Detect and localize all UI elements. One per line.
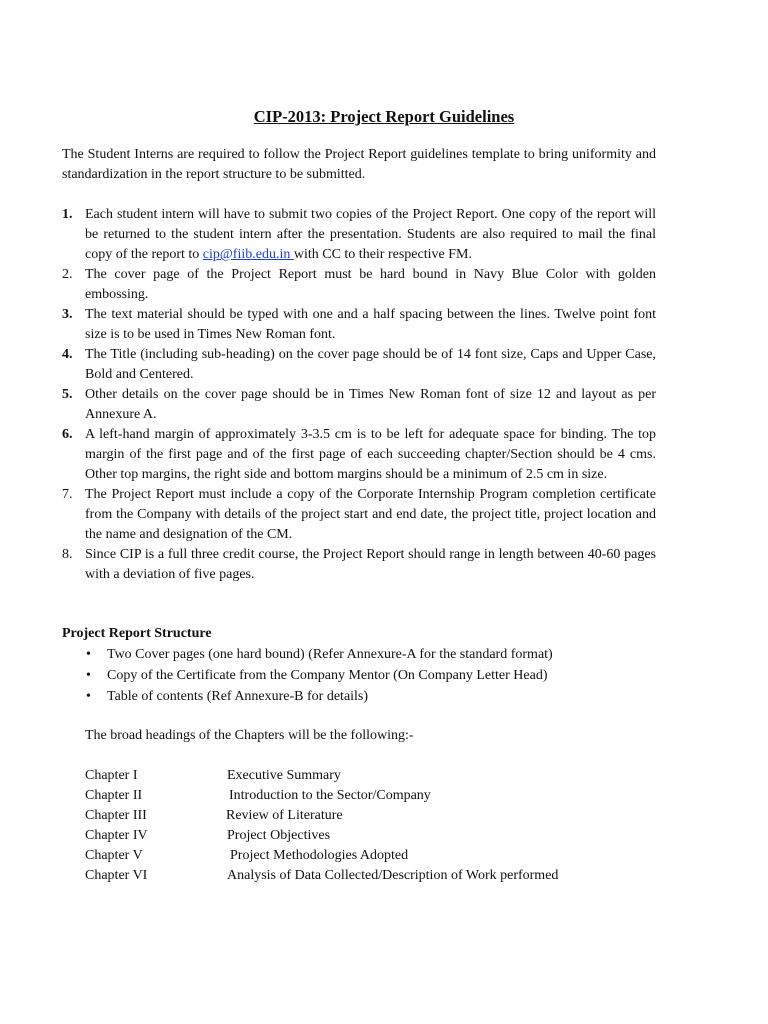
chapter-title: Project Methodologies Adopted: [230, 848, 409, 863]
guideline-text: The Title (including sub-heading) on the cover page should be of 14 font size, Caps and Upper Case, Bold and Centered.: [85, 347, 656, 382]
chapter-row: [85, 866, 645, 886]
page-title: CIP-2013: Project Report Guidelines: [253, 107, 515, 126]
guideline-text: Each student intern will have to submit two copies of the Project Report. One copy of the report will be returned to the student intern after the presentation. Students are also required to mail the final copy of the report to: [85, 207, 656, 262]
chapter-title: Executive Summary: [227, 768, 341, 783]
structure-item-text: Two Cover pages (one hard bound) (Refer Annexure-A for the standard format): [107, 647, 553, 662]
chapter-label: Chapter VI: [85, 868, 148, 883]
bullet-icon: •: [86, 668, 91, 683]
guideline-item: [62, 545, 656, 585]
guideline-number: 8.: [62, 547, 73, 562]
chapter-row: [85, 766, 645, 786]
guideline-text: Other details on the cover page should be in Times New Roman font of size 12 and layout as per Annexure A.: [85, 387, 656, 422]
email-link[interactable]: cip@fiib.edu.in: [202, 247, 294, 262]
guideline-item: [62, 345, 656, 385]
guideline-item: [62, 205, 656, 265]
intro-paragraph: The Student Interns are required to follow the Project Report guidelines template to bring uniformity and standardization in the report structure to be submitted.: [62, 147, 656, 182]
guideline-item: [62, 425, 656, 485]
chapter-row: [85, 826, 645, 846]
chapter-row: [85, 846, 645, 866]
guideline-number: 4.: [62, 347, 73, 362]
structure-list: [62, 644, 656, 707]
chapter-title: Review of Literature: [226, 808, 343, 823]
bullet-icon: •: [86, 689, 91, 704]
chapter-row: [85, 806, 645, 826]
guidelines-list: [62, 205, 656, 585]
structure-item-text: Table of contents (Ref Annexure-B for details): [107, 689, 369, 704]
chapter-label: Chapter V: [85, 848, 143, 863]
guideline-number: 6.: [62, 427, 73, 442]
guideline-number: 2.: [62, 267, 73, 282]
guideline-text: The cover page of the Project Report must be hard bound in Navy Blue Color with golden embossing.: [85, 267, 656, 302]
guideline-text: Since CIP is a full three credit course, the Project Report should range in length between 40-60 pages with a deviation of five pages.: [85, 547, 656, 582]
bullet-icon: •: [86, 647, 91, 662]
chapter-title: Analysis of Data Collected/Description of Work performed: [227, 868, 559, 883]
chapter-title: Introduction to the Sector/Company: [229, 788, 431, 803]
chapter-label: Chapter IV: [85, 828, 148, 843]
guideline-item: [62, 305, 656, 345]
chapter-label: Chapter I: [85, 768, 138, 783]
guideline-number: 1.: [62, 207, 73, 222]
guideline-text: The Project Report must include a copy of the Corporate Internship Program completion certificate from the Company with details of the project start and end date, the project title, project location and the name and designation of the CM.: [85, 487, 656, 542]
guideline-text-after: with CC to their respective FM.: [293, 247, 472, 262]
chapter-label: Chapter III: [85, 808, 147, 823]
guideline-item: [62, 485, 656, 545]
structure-heading: Project Report Structure: [62, 626, 212, 641]
chapters-table: [85, 766, 645, 886]
chapter-title: Project Objectives: [227, 828, 331, 843]
guideline-text: A left-hand margin of approximately 3-3.5 cm is to be left for adequate space for binding. The top margin of the first page and of the first page of each succeeding chapter/Section should be 4 cms. Other top margins, the right side and bottom margins should be a minimum of 2.5 cm in size.: [85, 427, 656, 482]
structure-item: [62, 644, 656, 665]
guideline-number: 5.: [62, 387, 73, 402]
structure-item: [62, 686, 656, 707]
guideline-number: 3.: [62, 307, 73, 322]
structure-item: [62, 665, 656, 686]
guideline-text: The text material should be typed with one and a half spacing between the lines. Twelve point font size is to be used in Times New Roman font.: [85, 307, 656, 342]
guideline-item: [62, 385, 656, 425]
chapter-row: [85, 786, 645, 806]
chapter-label: Chapter II: [85, 788, 143, 803]
guideline-item: [62, 265, 656, 305]
guideline-number: 7.: [62, 487, 73, 502]
broad-headings-intro: The broad headings of the Chapters will be the following:-: [85, 728, 414, 743]
structure-item-text: Copy of the Certificate from the Company Mentor (On Company Letter Head): [107, 668, 548, 683]
